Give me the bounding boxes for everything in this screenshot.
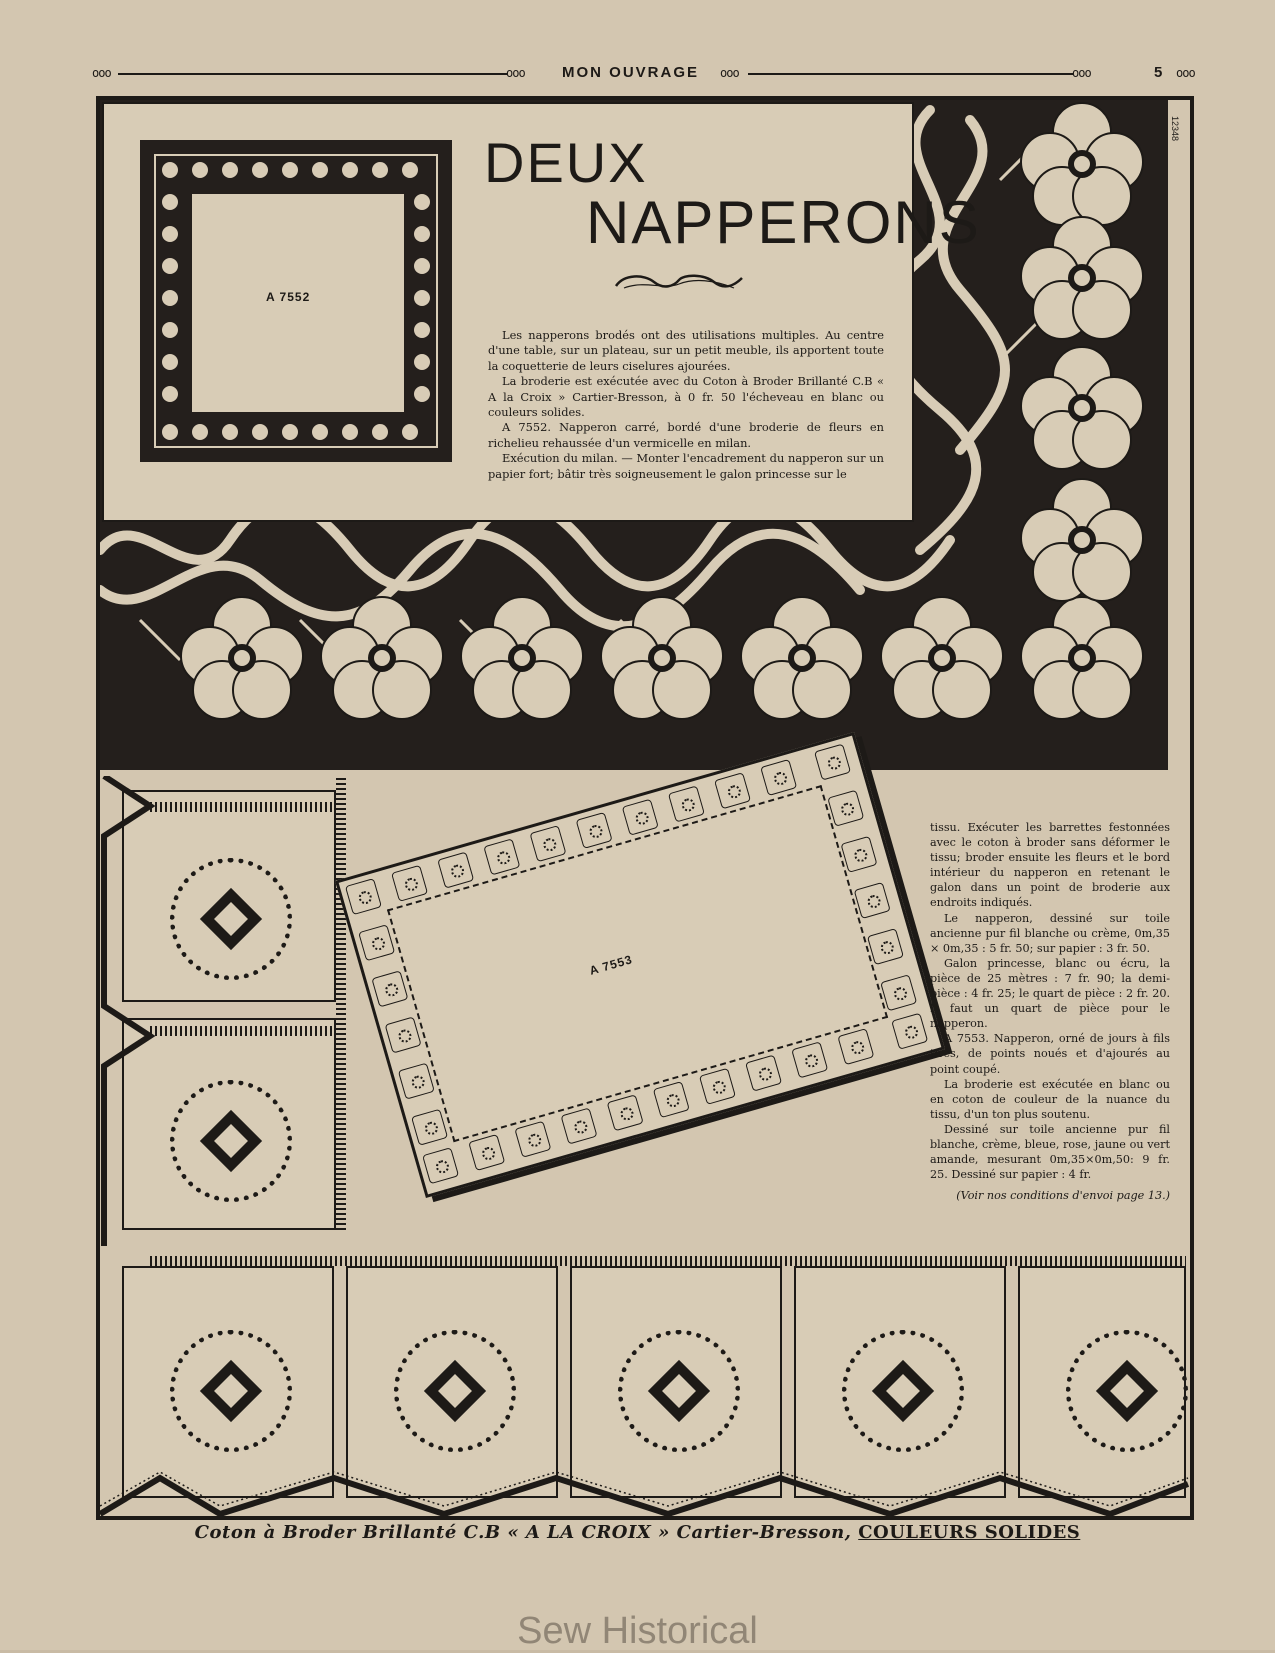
lace-flower (1020, 216, 1144, 340)
lace-flower (740, 596, 864, 720)
lace-flower (460, 596, 584, 720)
instructions-paragraph: La broderie est exécutée en blanc ou en coton de couleur de la nuance du tissu, d'un ton plus soutenu. (930, 1077, 1170, 1121)
intro-paragraph: La broderie est exécutée avec du Coton à Broder Brillanté C.B « A la Croix » Cartier-Bresson, à 0 fr. 50 l'écheveau en blanc ou couleurs solides. (488, 374, 884, 420)
intro-paragraph: Exécution du milan. — Monter l'encadrement du napperon sur un papier fort; bâtir très soigneusement le galon princesse sur le (488, 451, 884, 481)
drawn-thread-band (150, 1026, 336, 1036)
drawn-thread-band (150, 1256, 1186, 1266)
lace-flower (1020, 596, 1144, 720)
model-label-a7553: A 7553 (587, 952, 635, 978)
lace-flower (1020, 102, 1144, 226)
embroidery-medallion (170, 1080, 292, 1202)
footer-emphasis: COULEURS SOLIDES (858, 1522, 1081, 1543)
instructions-paragraph: tissu. Exécuter les barrettes festonnées avec le coton à broder sans déformer le tissu; broder ensuite les fleurs et le bord intérieur du napperon en retenant le galon dans un point de broderie aux endroits indiqués. (930, 821, 1170, 910)
lace-flower (880, 596, 1004, 720)
header-ornament-right: ooo (1176, 66, 1195, 80)
title-ornament (614, 272, 744, 292)
zigzag-edge (100, 1470, 1190, 1516)
embroidery-medallion (842, 1330, 964, 1452)
header-rule-right (748, 73, 1074, 75)
zigzag-edge-left (100, 776, 160, 1256)
instructions-paragraph: A 7553. Napperon, orné de jours à fils tirés, de points noués et d'ajourés au point coupé. (930, 1032, 1170, 1076)
lace-flower (1020, 346, 1144, 470)
watermark: Sew Historical (517, 1610, 758, 1652)
magazine-title: MON OUVRAGE (562, 64, 700, 81)
page-number: 5 (1154, 64, 1163, 81)
drawn-thread-band (150, 802, 336, 812)
header-rule-left (118, 73, 508, 75)
running-header (92, 62, 1202, 84)
main-title-line2: NAPPERONS (586, 189, 981, 256)
embroidery-medallion (1066, 1330, 1188, 1452)
shipping-note: (Voir nos conditions d'envoi page 13.) (956, 1189, 1170, 1203)
lace-flower (600, 596, 724, 720)
embroidery-medallion (170, 1330, 292, 1452)
model-label-a7552: A 7552 (266, 290, 311, 304)
side-code: 12348 (1170, 116, 1180, 142)
embroidery-medallion (170, 858, 292, 980)
header-ornament-left: ooo (92, 66, 111, 80)
instructions-paragraph: Le napperon, dessiné sur toile ancienne pur fil blanche ou crème, 0m,35 × 0m,35 : 5 fr. 50; sur papier : 3 fr. 50. (930, 911, 1170, 955)
embroidery-medallion (394, 1330, 516, 1452)
footer-text: Coton à Broder Brillanté C.B « A LA CROIX » Cartier-Bresson, (194, 1522, 852, 1543)
lace-flower (180, 596, 304, 720)
header-ornament-mid-left: ooo (506, 66, 525, 80)
instructions-paragraph: Dessiné sur toile ancienne pur fil blanche, crème, bleue, rose, jaune ou vert amande, mesurant 0m,35×0m,50: 9 fr. 25. Dessiné sur papier : 4 fr. (930, 1122, 1170, 1182)
instructions-paragraph: Galon princesse, blanc ou écru, la pièce de 25 mètres : 7 fr. 90; la demi-pièce : 4 fr. 25; le quart de pièce : 2 fr. 20. Il faut un quart de pièce pour le napperon. (930, 956, 1170, 1031)
intro-paragraph: A 7552. Napperon carré, bordé d'une broderie de fleurs en richelieu rehaussée d'un vermicelle en milan. (488, 420, 884, 450)
header-ornament-mid-right: ooo (720, 66, 739, 80)
lace-flower (320, 596, 444, 720)
embroidery-medallion (618, 1330, 740, 1452)
header-ornament-right-left: ooo (1072, 66, 1091, 80)
drawn-thread-band (336, 776, 346, 1230)
intro-paragraph: Les napperons brodés ont des utilisations multiples. Au centre d'une table, sur un plateau, sur un petit meuble, ils apportent toute la coquetterie de leurs ciselures ajourées. (488, 328, 884, 373)
intro-text (488, 328, 884, 482)
instructions-text (930, 820, 1170, 1203)
advertisement-footer (0, 1522, 1275, 1543)
lace-flower (1020, 478, 1144, 602)
main-title-line1: DEUX (484, 131, 648, 194)
